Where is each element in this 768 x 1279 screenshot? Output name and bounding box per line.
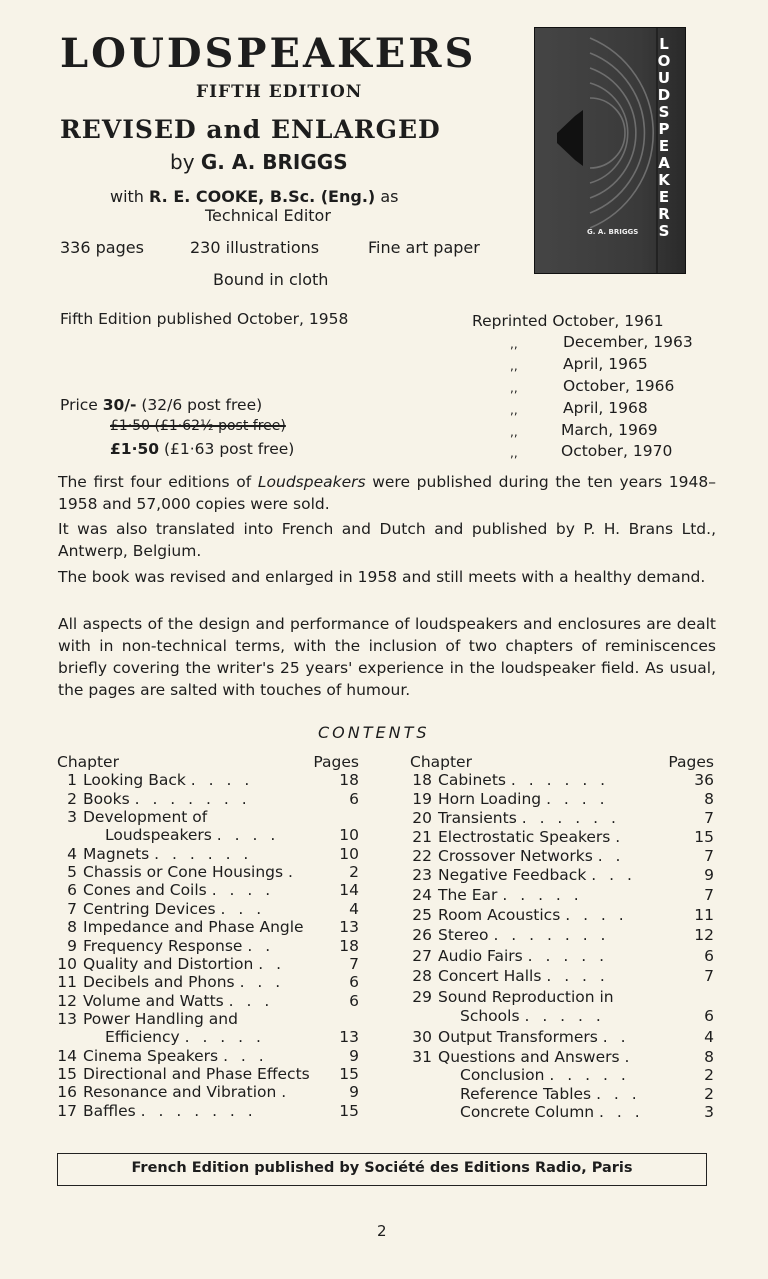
chapter-page-count: 10 bbox=[339, 826, 359, 844]
ditto-mark: ,, bbox=[510, 337, 518, 351]
toc-entry bbox=[55, 973, 359, 992]
chapter-title: Questions and Answers . bbox=[438, 1048, 634, 1066]
chapter-number: 15 bbox=[57, 1065, 77, 1083]
chapter-page-count: 36 bbox=[694, 771, 714, 789]
chapter-number: 17 bbox=[57, 1102, 77, 1120]
with-prefix: with bbox=[110, 187, 144, 206]
chapter-title: Decibels and Phons . . . bbox=[83, 973, 285, 991]
para1-text-b: were published during the ten years 1948–1958 and 57,000 copies were sold. bbox=[58, 473, 716, 513]
by-prefix: by bbox=[170, 150, 195, 174]
toc-entry bbox=[55, 845, 359, 864]
leader-dots: . bbox=[281, 1083, 291, 1101]
price-main: 30/- bbox=[102, 396, 137, 414]
reprint-date: April, 1968 bbox=[563, 399, 648, 417]
author-line bbox=[170, 150, 348, 174]
spine-letter: A bbox=[658, 154, 670, 172]
chapter-number: 23 bbox=[412, 866, 432, 884]
toc-entry bbox=[410, 1007, 714, 1026]
chapter-title: Room Acoustics . . . . bbox=[438, 906, 628, 924]
leader-dots: . . . . . . . bbox=[134, 790, 251, 808]
chapter-page-count: 9 bbox=[349, 1047, 359, 1065]
book-title: LOUDSPEAKERS bbox=[60, 30, 477, 77]
chapter-page-count: 6 bbox=[349, 790, 359, 808]
chapter-title: Baffles . . . . . . . bbox=[83, 1102, 257, 1120]
chapter-number: 12 bbox=[57, 992, 77, 1010]
toc-entry bbox=[410, 1028, 714, 1047]
toc-entry bbox=[55, 1028, 359, 1047]
chapter-title: Transients . . . . . . bbox=[438, 809, 620, 827]
chapter-title: Loudspeakers . . . . bbox=[105, 826, 280, 844]
paper-type: Fine art paper bbox=[368, 238, 480, 257]
chapter-header: Chapter bbox=[410, 753, 472, 771]
chapter-page-count: 2 bbox=[704, 1085, 714, 1103]
speaker-icon bbox=[557, 110, 583, 166]
reprint-date: March, 1969 bbox=[561, 421, 658, 439]
leader-dots: . bbox=[615, 828, 625, 846]
chapter-page-count: 2 bbox=[704, 1066, 714, 1084]
spine-text bbox=[657, 36, 671, 240]
chapter-page-count: 7 bbox=[704, 967, 714, 985]
chapter-title: Cinema Speakers . . . bbox=[83, 1047, 268, 1065]
chapter-number: 5 bbox=[67, 863, 77, 881]
chapter-number: 2 bbox=[67, 790, 77, 808]
chapter-number: 19 bbox=[412, 790, 432, 808]
chapter-number: 9 bbox=[67, 937, 77, 955]
chapter-number: 20 bbox=[412, 809, 432, 827]
toc-entry bbox=[55, 900, 359, 919]
leader-dots: . . . . bbox=[211, 881, 275, 899]
new-price-post: (£1·63 post free) bbox=[163, 440, 295, 458]
toc-entry bbox=[410, 886, 714, 905]
toc-entry bbox=[410, 1085, 714, 1104]
chapter-title: Impedance and Phase Angle bbox=[83, 918, 304, 936]
paragraph-editions bbox=[58, 471, 716, 515]
chapter-title: Directional and Phase Effects bbox=[83, 1065, 310, 1083]
spine-letter: E bbox=[658, 137, 670, 155]
toc-entry bbox=[410, 1066, 714, 1085]
chapter-number: 28 bbox=[412, 967, 432, 985]
para1-text-a: The first four editions of bbox=[58, 473, 258, 491]
ditto-mark: ,, bbox=[510, 403, 518, 417]
para1-title: Loudspeakers bbox=[257, 473, 366, 491]
chapter-title: Cones and Coils . . . . bbox=[83, 881, 275, 899]
toc-entry bbox=[410, 926, 714, 945]
leader-dots: . . . . . bbox=[524, 1007, 605, 1025]
editor-line bbox=[110, 187, 398, 206]
paragraph-translation: It was also translated into French and Dutch and published by P. H. Brans Ltd., Antwerp, Belgium. bbox=[58, 520, 716, 560]
contents-heading: CONTENTS bbox=[318, 723, 430, 742]
leader-dots: . . . . . bbox=[549, 1066, 630, 1084]
ditto-mark: ,, bbox=[510, 359, 518, 373]
ditto-mark: ,, bbox=[510, 446, 518, 460]
leader-dots: . . . bbox=[239, 973, 285, 991]
chapter-title: Reference Tables . . . bbox=[460, 1085, 641, 1103]
reprint-date: December, 1963 bbox=[563, 333, 693, 351]
chapter-number: 6 bbox=[67, 881, 77, 899]
chapter-title: Horn Loading . . . . bbox=[438, 790, 609, 808]
leader-dots: . . . bbox=[220, 900, 266, 918]
editor-role: Technical Editor bbox=[205, 206, 331, 225]
toc-entry bbox=[410, 809, 714, 828]
french-edition-note: French Edition published by Société des Editions Radio, Paris bbox=[131, 1160, 633, 1176]
chapter-page-count: 6 bbox=[349, 973, 359, 991]
leader-dots: . . . . bbox=[546, 967, 609, 985]
leader-dots: . . . . . . . bbox=[140, 1102, 257, 1120]
chapter-number: 26 bbox=[412, 926, 432, 944]
chapter-number: 10 bbox=[57, 955, 77, 973]
chapter-title: Negative Feedback . . . bbox=[438, 866, 636, 884]
toc-entry bbox=[410, 790, 714, 809]
leader-dots: . . . . . . . bbox=[493, 926, 610, 944]
chapter-page-count: 15 bbox=[694, 828, 714, 846]
spine-letter: L bbox=[659, 35, 669, 53]
spine-letter: E bbox=[658, 188, 670, 206]
with-suffix: as bbox=[380, 187, 399, 206]
leader-dots: . . . . bbox=[190, 771, 254, 789]
reprint-date: April, 1965 bbox=[563, 355, 648, 373]
chapter-page-count: 14 bbox=[339, 881, 359, 899]
paragraph-revision: The book was revised and enlarged in 1958 and still meets with a healthy demand. bbox=[58, 568, 706, 586]
leader-dots: . . bbox=[602, 1028, 630, 1046]
chapter-title: Electrostatic Speakers . bbox=[438, 828, 625, 846]
toc-entry bbox=[55, 826, 359, 845]
chapter-number: 31 bbox=[412, 1048, 432, 1066]
chapter-title: Power Handling and bbox=[83, 1010, 238, 1028]
chapter-title: Output Transformers . . bbox=[438, 1028, 630, 1046]
toc-entry bbox=[55, 1065, 359, 1084]
toc-entry bbox=[55, 808, 359, 827]
chapter-number: 24 bbox=[412, 886, 432, 904]
contents-right-column bbox=[410, 753, 714, 1133]
chapter-header: Chapter bbox=[57, 753, 119, 771]
spine-letter: K bbox=[658, 171, 670, 189]
spine-letter: U bbox=[657, 69, 671, 87]
spine-letter: S bbox=[658, 103, 670, 121]
chapter-number: 16 bbox=[57, 1083, 77, 1101]
chapter-number: 21 bbox=[412, 828, 432, 846]
editor-name: R. E. COOKE, B.Sc. (Eng.) bbox=[149, 187, 376, 206]
ditto-mark: ,, bbox=[510, 381, 518, 395]
leader-dots: . . . . . . bbox=[154, 845, 253, 863]
chapter-page-count: 11 bbox=[694, 906, 714, 924]
leader-dots: . . . . . . bbox=[510, 771, 610, 789]
chapter-title: Sound Reproduction in bbox=[438, 988, 614, 1006]
toc-entry bbox=[410, 906, 714, 925]
price-line bbox=[60, 396, 262, 414]
price-label: Price bbox=[60, 396, 98, 414]
chapter-title: Volume and Watts . . . bbox=[83, 992, 274, 1010]
chapter-title: Audio Fairs . . . . . bbox=[438, 947, 608, 965]
chapter-number: 22 bbox=[412, 847, 432, 865]
chapter-title: Development of bbox=[83, 808, 208, 826]
leader-dots: . . . . bbox=[216, 826, 280, 844]
chapter-title: Concert Halls . . . . bbox=[438, 967, 609, 985]
spine-letter: D bbox=[657, 86, 671, 104]
toc-entry bbox=[410, 847, 714, 866]
chapter-page-count: 7 bbox=[704, 886, 714, 904]
chapter-number: 3 bbox=[67, 808, 77, 826]
chapter-number: 25 bbox=[412, 906, 432, 924]
leader-dots: . . . . . bbox=[502, 886, 583, 904]
chapter-page-count: 10 bbox=[339, 845, 359, 863]
edition-label: FIFTH EDITION bbox=[196, 82, 363, 102]
leader-dots: . . bbox=[247, 937, 275, 955]
book-cover-image bbox=[534, 27, 686, 274]
chapter-title: Frequency Response . . bbox=[83, 937, 275, 955]
leader-dots: . . . bbox=[223, 1047, 268, 1065]
chapter-page-count: 18 bbox=[339, 937, 359, 955]
chapter-page-count: 8 bbox=[704, 1048, 714, 1066]
chapter-title: Centring Devices . . . bbox=[83, 900, 266, 918]
leader-dots: . . . . bbox=[565, 906, 628, 924]
toc-entry bbox=[410, 828, 714, 847]
leader-dots: . . . . . bbox=[184, 1028, 265, 1046]
toc-entry bbox=[410, 988, 714, 1007]
toc-entry bbox=[55, 881, 359, 900]
toc-entry bbox=[55, 863, 359, 882]
leader-dots: . . . . . . bbox=[521, 809, 620, 827]
spine-letter: S bbox=[658, 222, 670, 240]
chapter-title: Quality and Distortion . . bbox=[83, 955, 286, 973]
toc-entry bbox=[55, 1102, 359, 1121]
chapter-page-count: 8 bbox=[704, 790, 714, 808]
chapter-title: Cabinets . . . . . . bbox=[438, 771, 610, 789]
toc-entry bbox=[410, 1048, 714, 1067]
chapter-number: 11 bbox=[57, 973, 77, 991]
chapter-page-count: 9 bbox=[704, 866, 714, 884]
chapter-title: Stereo . . . . . . . bbox=[438, 926, 610, 944]
toc-entry bbox=[55, 1083, 359, 1102]
chapter-title: Books . . . . . . . bbox=[83, 790, 251, 808]
toc-entry bbox=[410, 967, 714, 986]
chapter-title: Schools . . . . . bbox=[460, 1007, 605, 1025]
author-name: G. A. BRIGGS bbox=[200, 150, 348, 174]
illustrations-count: 230 illustrations bbox=[190, 238, 320, 257]
pages-header: Pages bbox=[313, 753, 359, 771]
leader-dots: . . bbox=[258, 955, 286, 973]
chapter-number: 13 bbox=[57, 1010, 77, 1028]
reprint-date: October, 1966 bbox=[563, 377, 675, 395]
toc-entry bbox=[55, 992, 359, 1011]
chapter-title: Efficiency . . . . . bbox=[105, 1028, 265, 1046]
chapter-number: 18 bbox=[412, 771, 432, 789]
leader-dots: . bbox=[288, 863, 297, 881]
ditto-mark: ,, bbox=[510, 425, 518, 439]
toc-entry bbox=[55, 1010, 359, 1029]
binding-type: Bound in cloth bbox=[213, 270, 329, 289]
toc-entry bbox=[410, 771, 714, 790]
chapter-page-count: 6 bbox=[349, 992, 359, 1010]
leader-dots: . bbox=[624, 1048, 634, 1066]
chapter-page-count: 6 bbox=[704, 947, 714, 965]
chapter-number: 7 bbox=[67, 900, 77, 918]
spine-letter: R bbox=[658, 205, 670, 223]
leader-dots: . . . . . bbox=[527, 947, 608, 965]
chapter-title: Crossover Networks . . bbox=[438, 847, 625, 865]
chapter-title: Magnets . . . . . . bbox=[83, 845, 253, 863]
leader-dots: . . . bbox=[228, 992, 274, 1010]
new-price-line bbox=[110, 440, 294, 458]
chapter-title: Chassis or Cone Housings . bbox=[83, 863, 297, 881]
toc-entry bbox=[55, 918, 359, 937]
chapter-title: Resonance and Vibration . bbox=[83, 1083, 291, 1101]
pages-count: 336 pages bbox=[60, 238, 144, 257]
chapter-page-count: 3 bbox=[704, 1103, 714, 1121]
toc-entry bbox=[410, 866, 714, 885]
struck-price: £1·50 (£1·62½ post free) bbox=[110, 418, 286, 434]
chapter-page-count: 7 bbox=[704, 847, 714, 865]
new-price: £1·50 bbox=[110, 440, 160, 458]
french-edition-box bbox=[57, 1153, 707, 1186]
reprint-date: October, 1970 bbox=[561, 442, 673, 460]
chapter-number: 29 bbox=[412, 988, 432, 1006]
chapter-page-count: 2 bbox=[349, 863, 359, 881]
price-post: (32/6 post free) bbox=[141, 396, 263, 414]
spine-letter: P bbox=[658, 120, 670, 138]
toc-entry bbox=[410, 1103, 714, 1122]
pages-header: Pages bbox=[668, 753, 714, 771]
chapter-number: 1 bbox=[67, 771, 77, 789]
chapter-page-count: 7 bbox=[704, 809, 714, 827]
chapter-page-count: 9 bbox=[349, 1083, 359, 1101]
reprinted-label: Reprinted October, 1961 bbox=[472, 312, 664, 330]
toc-entry bbox=[55, 955, 359, 974]
chapter-title: Concrete Column . . . bbox=[460, 1103, 644, 1121]
toc-entry bbox=[410, 947, 714, 966]
leader-dots: . . . bbox=[591, 866, 636, 884]
chapter-page-count: 4 bbox=[704, 1028, 714, 1046]
cover-author: G. A. BRIGGS bbox=[587, 228, 639, 236]
toc-entry bbox=[55, 937, 359, 956]
leader-dots: . . bbox=[597, 847, 625, 865]
leader-dots: . . . . bbox=[546, 790, 609, 808]
chapter-page-count: 15 bbox=[339, 1102, 359, 1120]
chapter-number: 27 bbox=[412, 947, 432, 965]
page-number: 2 bbox=[377, 1222, 387, 1240]
chapter-number: 4 bbox=[67, 845, 77, 863]
chapter-page-count: 15 bbox=[339, 1065, 359, 1083]
chapter-page-count: 4 bbox=[349, 900, 359, 918]
publication-date: Fifth Edition published October, 1958 bbox=[60, 310, 349, 328]
toc-entry bbox=[55, 790, 359, 809]
chapter-number: 30 bbox=[412, 1028, 432, 1046]
paragraph-aspects: All aspects of the design and performance of loudspeakers and enclosures are dealt with in non-technical terms, with the inclusion of two chapters of reminiscences briefly covering the writer's 25 years' experience in the loudspeaker field. As usual, the pages are salted with touches of humour. bbox=[58, 615, 716, 699]
chapter-number: 8 bbox=[67, 918, 77, 936]
revised-label: REVISED and ENLARGED bbox=[60, 115, 441, 144]
chapter-page-count: 12 bbox=[694, 926, 714, 944]
chapter-page-count: 7 bbox=[349, 955, 359, 973]
chapter-title: The Ear . . . . . bbox=[438, 886, 583, 904]
chapter-page-count: 6 bbox=[704, 1007, 714, 1025]
chapter-number: 14 bbox=[57, 1047, 77, 1065]
spine-letter: O bbox=[657, 52, 671, 70]
leader-dots: . . . bbox=[596, 1085, 641, 1103]
chapter-page-count: 13 bbox=[339, 918, 359, 936]
toc-entry bbox=[55, 771, 359, 790]
chapter-page-count: 13 bbox=[339, 1028, 359, 1046]
chapter-title: Looking Back . . . . bbox=[83, 771, 254, 789]
toc-entry bbox=[55, 1047, 359, 1066]
chapter-title: Conclusion . . . . . bbox=[460, 1066, 630, 1084]
leader-dots: . . . bbox=[599, 1103, 644, 1121]
chapter-page-count: 18 bbox=[339, 771, 359, 789]
contents-left-column bbox=[55, 753, 359, 1133]
